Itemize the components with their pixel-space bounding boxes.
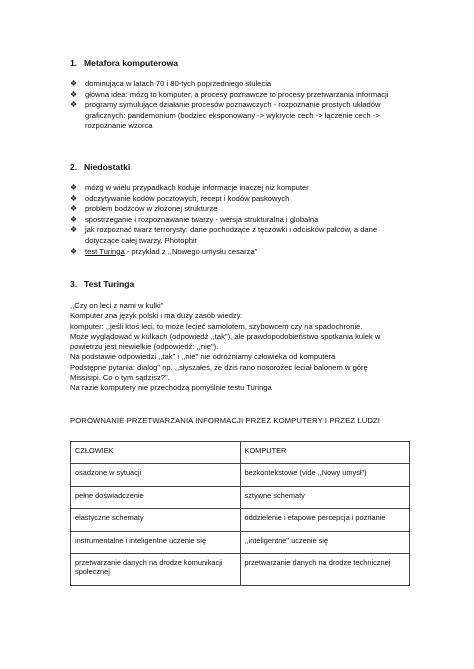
list-item	[70, 194, 410, 205]
paragraph-line: ,,Czy on leci z nami w kulki"	[70, 301, 164, 310]
section-2-title	[70, 162, 130, 172]
table-row	[71, 531, 410, 553]
section-1-title-text: Metafora komputerowa	[84, 58, 179, 68]
list-item-text: dominująca w latach 70 i 80-tych poprzedniego stulecia	[85, 79, 272, 88]
comparison-table	[70, 441, 410, 586]
list-item-text: główna idea: mózg to komputer, a procesy poznawcze to procesy przetwarzania informacji	[85, 89, 389, 99]
list-item-text: mózg w wielu przypadkach koduje informacje inaczej niż komputer	[85, 183, 309, 192]
test-turinga-link[interactable]: test Turinga	[85, 246, 125, 256]
diamond-bullet-icon: ❖	[70, 246, 78, 256]
table-cell: sztywne schematy	[240, 486, 410, 508]
list-item	[70, 247, 410, 258]
table-row	[71, 554, 410, 586]
list-item	[70, 90, 410, 101]
diamond-bullet-icon: ❖	[70, 100, 78, 110]
diamond-bullet-icon: ❖	[70, 193, 78, 203]
section-3-body	[70, 301, 430, 394]
section-3-number: 3.	[70, 279, 78, 289]
list-item	[70, 215, 410, 226]
diamond-bullet-icon: ❖	[70, 183, 78, 192]
table-cell: ,,inteligentne" uczenie się	[240, 531, 410, 553]
section-3-title-text: Test Turinga	[84, 279, 135, 289]
paragraph-line: powietrzu jest niewielkie (odpowiedź: ,,nie").	[70, 342, 219, 352]
section-1-number: 1.	[70, 58, 78, 68]
table-header-cell: CZŁOWIEK	[71, 442, 241, 464]
paragraph-line: Podstępne pytania: dialog" np. ,,słyszałeś, że dziś rano nosorożec leciał balonem w górę	[70, 362, 368, 372]
table-cell: instrumentalne i inteligentne uczenie się	[71, 531, 241, 553]
diamond-bullet-icon: ❖	[70, 79, 78, 88]
paragraph-line: Na razie komputery nie przechodzą pomyślnie testu Turinga	[70, 383, 272, 393]
table-cell: przetwarzanie danych na drodze technicznej	[240, 554, 410, 586]
table-header-cell: KOMPUTER	[240, 442, 410, 464]
list-item	[70, 100, 410, 132]
table-row	[71, 486, 410, 508]
diamond-bullet-icon: ❖	[70, 225, 78, 235]
comparison-heading: PORÓWNANIE PRZETWARZANIA INFORMACJI PRZEZ KOMPUTERY I PRZEZ LUDZI	[70, 416, 381, 425]
list-item-text: problem bodźców w złożonej strukturze	[85, 204, 218, 214]
section-2-list	[70, 183, 410, 257]
list-item-text: spostrzeganie i rozpoznawanie twarzy - wersja strukturalna i globalna	[85, 214, 319, 224]
table-cell: elastyczne schematy	[71, 509, 241, 531]
table-cell: oddzielenie i etapowe percepcja i poznanie	[240, 509, 410, 531]
section-1-title	[70, 58, 178, 68]
list-item-text: - przykład z ,,Nowego umysłu cesarza"	[124, 246, 258, 256]
list-item-text: programy symulujące działanie procesów poznawczych - rozpoznanie prostych układów graficznych: pandemonium (bodziec eksponowany -> wykrycie cech -> łączenie cech -> rozpoznanie wzorca	[85, 100, 381, 131]
list-item	[70, 183, 410, 194]
table-row	[71, 509, 410, 531]
list-item-text: jak rozpoznać twarz terrorysty: dane pochodzące z tęczówki i odcisków palców, a dane dotyczące całej twarzy. Photophit	[85, 225, 378, 245]
paragraph-line: Komputer zna język polski i ma duży zasób wiedzy.	[70, 311, 243, 321]
paragraph-line: komputer: ,,jeśli ktoś leci, to może lecieć samolotem, szybowcem czy na spadochronie.	[70, 321, 363, 331]
table-cell: pełne doświadczenie	[71, 486, 241, 508]
section-1-list	[70, 79, 410, 132]
section-2-number: 2.	[70, 162, 78, 172]
paragraph-line: Na podstawie odpowiedzi ,,tak" i ,,nie" nie odróżniamy człowieka od komputera	[70, 352, 336, 362]
table-cell: przetwarzanie danych na drodze komunikacji społecznej	[71, 554, 241, 586]
diamond-bullet-icon: ❖	[70, 204, 78, 214]
paragraph-line: Missisipi. Co o tym sądzisz?".	[70, 373, 170, 383]
diamond-bullet-icon: ❖	[70, 89, 78, 99]
section-3-title	[70, 279, 134, 289]
table-cell: osadzone w sytuacji	[71, 464, 241, 486]
section-2-title-text: Niedostatki	[84, 162, 131, 172]
table-row	[71, 464, 410, 486]
list-item	[70, 204, 410, 215]
diamond-bullet-icon: ❖	[70, 214, 78, 224]
list-item	[70, 225, 410, 246]
table-cell: bezkontekstowe (vide ,,Nowy umysł")	[240, 464, 410, 486]
paragraph-line: Może wyglądować w kulkach (odpowiedź ,,tak"), ale prawdopodobieństwo spotkania kulek w	[70, 331, 381, 341]
table-header-row	[71, 442, 410, 464]
list-item-text: odczytywanie kodów pocztowych, recept i kodów paskowych	[85, 193, 290, 203]
list-item	[70, 79, 410, 90]
